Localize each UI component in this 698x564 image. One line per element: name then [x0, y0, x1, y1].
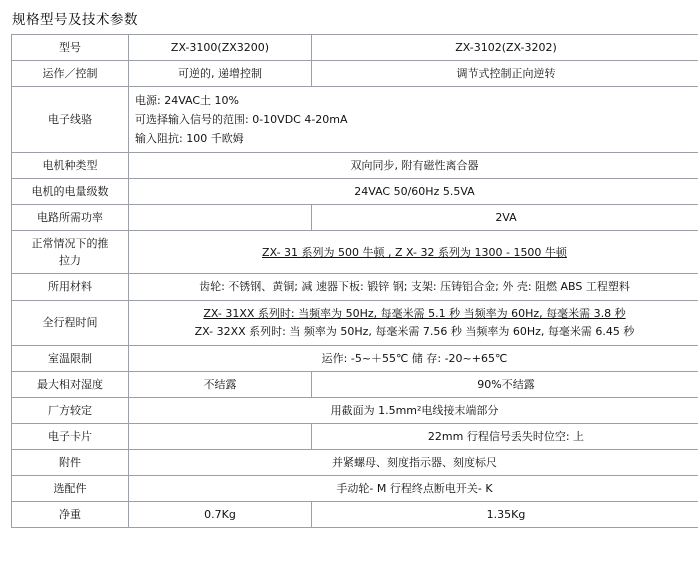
row-value-a: ZX-3100(ZX3200) [129, 35, 312, 61]
table-row [12, 501, 698, 527]
row-value-span: 24VAC 50/60Hz 5.5VA [129, 179, 698, 205]
row-value-b: 2VA [312, 205, 698, 231]
row-value-a: 可逆的, 递增控制 [129, 61, 312, 87]
table-row [12, 397, 698, 423]
row-label: 电机种类型 [12, 153, 129, 179]
row-value-span [129, 231, 698, 274]
row-value-a: 0.7Kg [129, 501, 312, 527]
row-label: 室温限制 [12, 345, 129, 371]
row-label: 电子线骆 [12, 87, 129, 153]
circuit-line-power: 电源: 24VAC土 10% [135, 94, 239, 108]
row-value-span: 手动轮- M 行程终点断电开关- K [129, 475, 698, 501]
row-label: 净重 [12, 501, 129, 527]
row-value-span: 用截面为 1.5mm²电线接末端部分 [129, 397, 698, 423]
row-label: 电路所需功率 [12, 205, 129, 231]
row-label: 全行程时间 [12, 300, 129, 345]
circuit-line-signal-range: 可选择输入信号的范围: 0-10VDC 4-20mA [135, 113, 348, 127]
row-value-b: 调节式控制正向逆转 [312, 61, 698, 87]
pull-force-text: ZX- 31 系列为 500 牛顿 , Z X- 32 系列为 1300 - 1500 牛顿 [262, 245, 567, 259]
table-row [12, 300, 698, 345]
travel-time-line2: ZX- 32XX 系列时: 当 频率为 50Hz, 每毫米需 7.56 秒 当频率为 60Hz, 每毫米需 6.45 秒 [194, 325, 635, 339]
table-row [12, 87, 698, 153]
table-row [12, 449, 698, 475]
row-label: 电子卡片 [12, 423, 129, 449]
row-label-line1: 正常情况下的推 [31, 237, 109, 251]
row-label: 选配件 [12, 475, 129, 501]
table-row [12, 274, 698, 300]
row-label: 厂方较定 [12, 397, 129, 423]
row-label [12, 231, 129, 274]
row-value-span: 双向同步, 附有磁性离合器 [129, 153, 698, 179]
page-title: 规格型号及技术参数 [12, 12, 138, 28]
table-row [12, 231, 698, 274]
row-label: 所用材料 [12, 274, 129, 300]
row-label: 电机的电量级数 [12, 179, 129, 205]
row-value-b: 22mm 行程信号丢失时位空: 上 [312, 423, 698, 449]
row-value-circuit [129, 87, 698, 153]
table-row [12, 179, 698, 205]
travel-time-line1: ZX- 31XX 系列时: 当频率为 50Hz, 每毫米需 5.1 秒 当频率为 60Hz, 每毫米需 3.8 秒 [203, 307, 626, 321]
row-label: 最大相对湿度 [12, 371, 129, 397]
row-value-b: 90%不结露 [312, 371, 698, 397]
row-value-a [129, 205, 312, 231]
table-row [12, 423, 698, 449]
row-label: 运作／控制 [12, 61, 129, 87]
row-value-b: ZX-3102(ZX-3202) [312, 35, 698, 61]
row-value-travel-time [129, 300, 698, 345]
row-label: 附件 [12, 449, 129, 475]
row-value-a: 不结露 [129, 371, 312, 397]
row-value-span: 运作: -5~＋55℃ 储 存: -20~+65℃ [129, 345, 698, 371]
table-row [12, 205, 698, 231]
row-label: 型号 [12, 35, 129, 61]
table-row [12, 345, 698, 371]
row-label-line2: 拉力 [59, 254, 81, 268]
table-row [12, 61, 698, 87]
row-value-span: 并紧螺母、刻度指示器、刻度标尺 [129, 449, 698, 475]
row-value-b: 1.35Kg [312, 501, 698, 527]
table-row [12, 35, 698, 61]
specification-table [11, 34, 698, 528]
table-row [12, 371, 698, 397]
table-row [12, 475, 698, 501]
row-value-a [129, 423, 312, 449]
circuit-line-impedance: 输入阻抗: 100 千欧姆 [135, 132, 244, 146]
table-row [12, 153, 698, 179]
row-value-span: 齿轮: 不锈钢、黄铜; 减 速器下板: 锻锌 钢; 支架: 压铸铝合金; 外 壳: 阻燃 ABS 工程塑料 [129, 274, 698, 300]
